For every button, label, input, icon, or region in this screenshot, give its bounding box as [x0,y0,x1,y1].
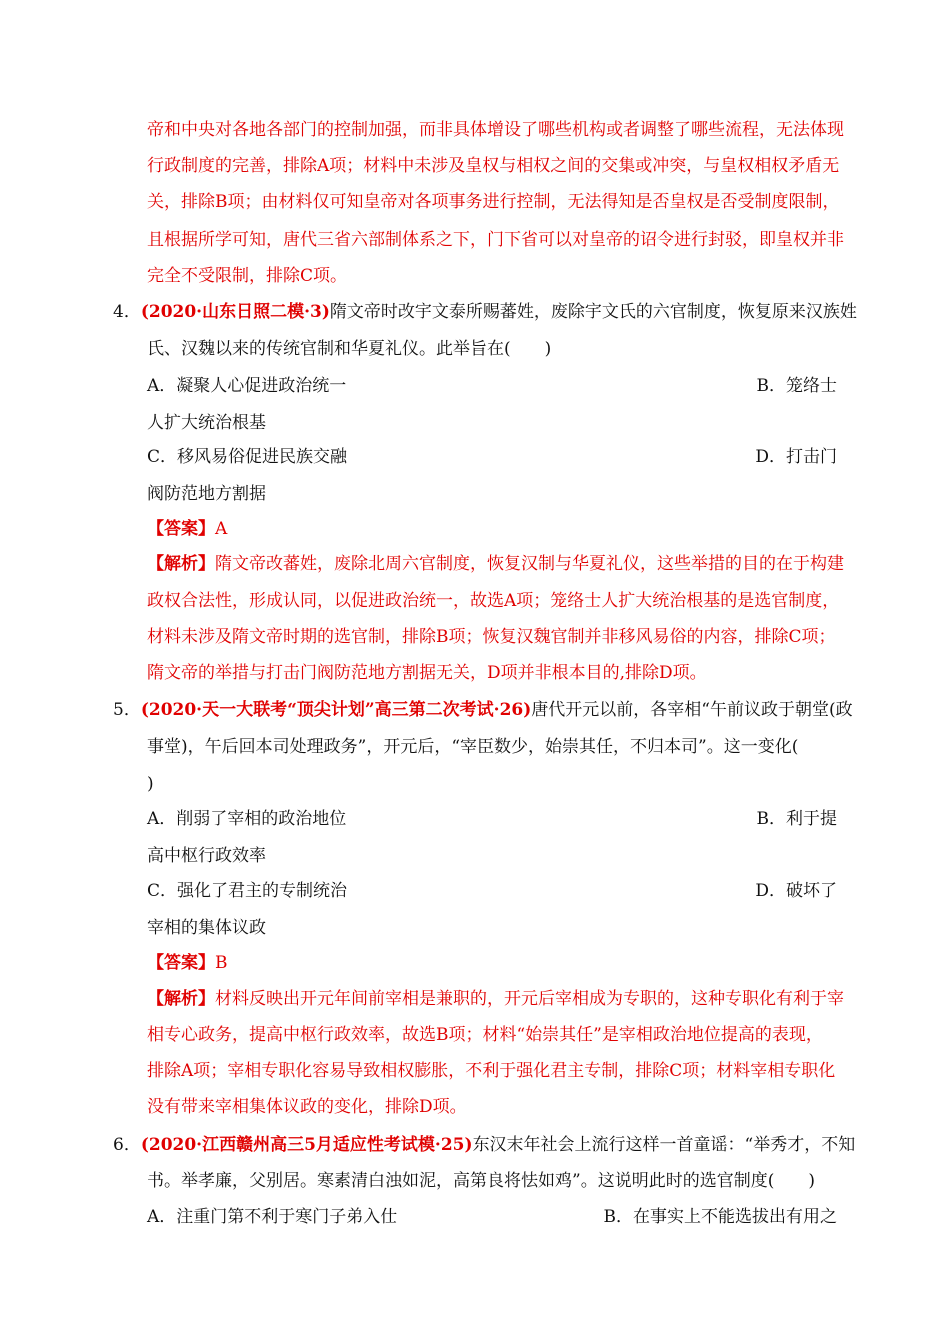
option-d-continued: 阀防范地方割据 [147,484,266,504]
question-text: 唐代开元以前，各宰相“午前议政于朝堂(政 [531,700,853,720]
answer [147,951,228,975]
analysis-line: 没有带来宰相集体议政的变化，排除D项。 [147,1097,467,1117]
question-number: 6． [113,1135,141,1155]
question-source: (2020·江西赣州高三5月适应性考试模·25) [140,1135,473,1155]
option-d: D．破坏了 [755,881,837,901]
question-stem [113,300,857,324]
answer [147,517,227,541]
analysis-text: 材料反映出开元年间前宰相是兼职的，开元后宰相成为专职的，这种专职化有利于宰 [215,989,844,1009]
question-stem [113,698,853,722]
analysis-line: 材料未涉及隋文帝时期的选官制，排除B项；恢复汉魏官制并非移风易俗的内容，排除C项； [147,627,836,647]
analysis-line: 关，排除B项；由材料仅可知皇帝对各项事务进行控制，无法得知是否皇权是否受制度限制， [147,192,840,212]
option-b-continued: 人扩大统治根基 [147,413,266,433]
question-number: 5． [113,700,141,720]
answer-label: 【答案】 [147,953,215,973]
analysis-label: 【解析】 [147,989,215,1009]
analysis-text: 隋文帝改蕃姓，废除北周六官制度，恢复汉制与华夏礼仪，这些举措的目的在于构建 [215,554,844,574]
option-b: B．笼络士 [756,376,837,396]
option-b-continued: 高中枢行政效率 [147,846,266,866]
analysis-line: 相专心政务，提高中枢行政效率，故选B项；材料“始崇其任”是宰相政治地位提高的表现， [147,1025,823,1045]
question-text: 隋文帝时改宇文泰所赐蕃姓，废除宇文氏的六官制度，恢复原来汉族姓 [329,302,857,322]
analysis-label: 【解析】 [147,554,215,574]
analysis-line: 隋文帝的举措与打击门阀防范地方割据无关，D项并非根本目的,排除D项。 [147,663,707,683]
analysis-line: 完全不受限制，排除C项。 [147,266,348,286]
option-b: B．利于提 [756,809,837,829]
question-text: 事堂)，午后回本司处理政务”，开元后，“宰臣数少，始崇其任，不归本司”。这一变化( [147,737,799,757]
option-a: A．注重门第不利于寒门子弟入仕 [147,1207,398,1227]
question-text: ) [147,774,154,794]
analysis-line [147,987,844,1011]
analysis-line: 排除A项；宰相专职化容易导致相权膨胀，不利于强化君主专制，排除C项；材料宰相专职化 [147,1061,836,1081]
answer-label: 【答案】 [147,519,215,539]
option-c: C．移风易俗促进民族交融 [147,447,348,467]
question-text: 氏、汉魏以来的传统官制和华夏礼仪。此举旨在( ) [147,339,552,359]
option-b: B．在事实上不能选拔出有用之 [603,1207,837,1227]
answer-value: A [215,519,228,539]
option-d: D．打击门 [755,447,837,467]
answer-value: B [215,953,228,973]
analysis-line: 政权合法性，形成认同，以促进政治统一，故选A项；笼络士人扩大统治根基的是选官制度， [147,591,840,611]
question-text: 书。举孝廉，父别居。寒素清白浊如泥，高第良将怯如鸡”。这说明此时的选官制度( ) [147,1171,815,1191]
question-number: 4． [113,302,141,322]
analysis-line: 行政制度的完善，排除A项；材料中未涉及皇权与相权之间的交集或冲突，与皇权相权矛盾无 [147,156,840,176]
question-stem [113,1133,855,1157]
option-a: A．凝聚人心促进政治统一 [147,376,347,396]
option-c: C．强化了君主的专制统治 [147,881,348,901]
analysis-line: 且根据所学可知，唐代三省六部制体系之下，门下省可以对皇帝的诏令进行封驳，即皇权并非 [147,230,844,250]
question-source: (2020·山东日照二模·3) [140,302,330,322]
question-text: 东汉末年社会上流行这样一首童谣：“举秀才，不知 [472,1135,856,1155]
option-d-continued: 宰相的集体议政 [147,918,266,938]
analysis-line: 帝和中央对各地各部门的控制加强，而非具体增设了哪些机构或者调整了哪些流程，无法体现 [147,120,844,140]
option-a: A．削弱了宰相的政治地位 [147,809,347,829]
question-source: (2020·天一大联考“顶尖计划”高三第二次考试·26) [140,700,532,720]
analysis-line [147,552,844,576]
